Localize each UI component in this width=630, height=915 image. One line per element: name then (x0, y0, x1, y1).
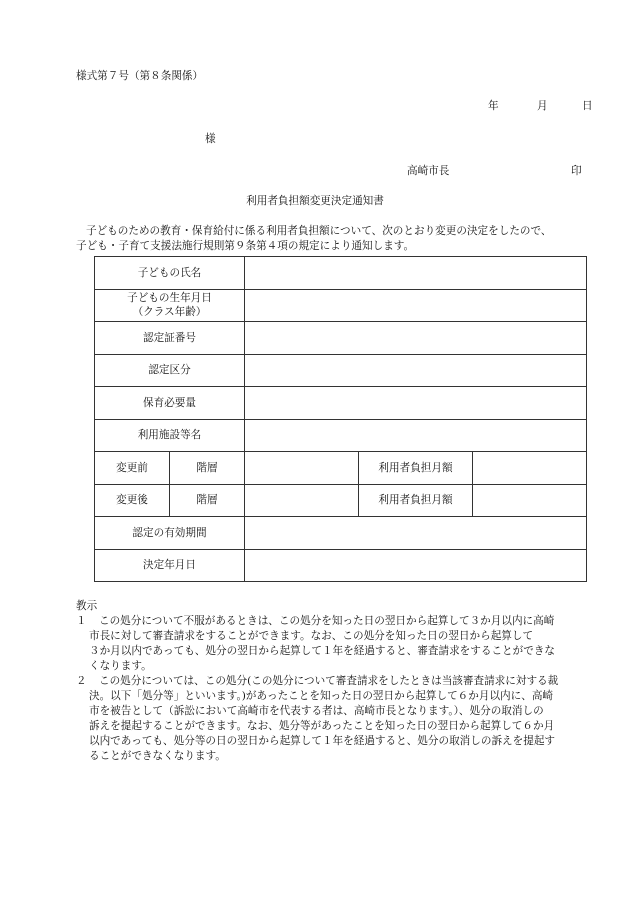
note-item-2-number: ２ (76, 675, 87, 687)
table-row (95, 322, 587, 355)
table-row (95, 484, 587, 517)
before-monthly-charge-value[interactable] (473, 452, 587, 485)
cert-category-label: 認定区分 (95, 354, 245, 387)
note-item-1-line: ３か月以内であっても、処分の翌日から起算して１年を経過すると、審査請求をすることができな (89, 645, 556, 657)
note-item-2-line: ることができなくなります。 (89, 750, 226, 762)
validity-period-label: 認定の有効期間 (95, 517, 245, 550)
cert-number-value[interactable] (245, 322, 587, 355)
cert-category-value[interactable] (245, 354, 587, 387)
after-tier-label: 階層 (170, 484, 245, 517)
care-amount-value[interactable] (245, 387, 587, 420)
table-row (95, 354, 587, 387)
note-item-2-line: この処分については、この処分(この処分について審査請求をしたときは当該審査請求に対する裁 (99, 675, 559, 687)
table-row (95, 517, 587, 550)
sender-name: 高崎市長 (407, 165, 450, 177)
note-item-2-line: 訴えを提起することができます。なお、処分等があったことを知った日の翌日から起算して６か月 (89, 720, 555, 732)
decision-date-value[interactable] (245, 549, 587, 582)
date-day-label: 日 (582, 100, 593, 112)
note-item-1-number: １ (76, 615, 87, 627)
before-tier-value[interactable] (245, 452, 359, 485)
cert-number-label: 認定証番号 (95, 322, 245, 355)
body-text (76, 224, 606, 254)
table-row (95, 257, 587, 290)
child-name-value[interactable] (245, 257, 587, 290)
table-row (95, 419, 587, 452)
seal-mark: 印 (571, 165, 582, 177)
date-month-label: 月 (537, 100, 548, 112)
note-item-2-line: 市を被告として（訴訟において高崎市を代表する者は、高崎市長となります。）、処分の取消しの (89, 705, 544, 717)
note-item-1-line: 市長に対して審査請求をすることができます。なお、この処分を知った日の翌日から起算して (89, 630, 534, 642)
facility-name-value[interactable] (245, 419, 587, 452)
note-item-1 (76, 614, 610, 674)
form-number: 様式第７号（第８条関係） (76, 70, 204, 82)
facility-name-label: 利用施設等名 (95, 419, 245, 452)
child-name-label: 子どもの氏名 (95, 257, 245, 290)
table-row (95, 387, 587, 420)
table-row (95, 289, 587, 322)
birthdate-value[interactable] (245, 289, 587, 322)
note-item-2-line: 以内であっても、処分等の日の翌日から起算して１年を経過すると、処分の取消しの訴えを提起す (89, 735, 556, 747)
decision-date-label: 決定年月日 (95, 549, 245, 582)
note-item-1-line: この処分について不服があるときは、この処分を知った日の翌日から起算して３か月以内に高崎 (99, 615, 555, 627)
before-tier-label: 階層 (170, 452, 245, 485)
table-row (95, 549, 587, 582)
after-tier-value[interactable] (245, 484, 359, 517)
document-title: 利用者負担額変更決定通知書 (246, 195, 384, 207)
body-line-2: 子ども・子育て支援法施行規則第９条第４項の規定により通知します。 (76, 240, 415, 252)
birthdate-label (95, 289, 245, 322)
table-row (95, 452, 587, 485)
validity-period-value[interactable] (245, 517, 587, 550)
before-change-label: 変更前 (95, 452, 170, 485)
after-change-label: 変更後 (95, 484, 170, 517)
before-monthly-charge-label: 利用者負担月額 (359, 452, 473, 485)
body-line-1: 子どものための教育・保育給付に係る利用者負担額について、次のとおり変更の決定をしたので、 (86, 225, 552, 237)
birthdate-label-line-2: （クラス年齢） (132, 306, 207, 319)
after-monthly-charge-value[interactable] (473, 484, 587, 517)
birthdate-label-line-1: 子どもの生年月日 (127, 292, 212, 305)
after-monthly-charge-label: 利用者負担月額 (359, 484, 473, 517)
note-item-2 (76, 674, 610, 764)
note-item-1-line: くなります。 (89, 660, 152, 672)
date-year-label: 年 (488, 100, 499, 112)
notes-heading: 教示 (76, 600, 98, 612)
info-table (94, 256, 587, 582)
care-amount-label: 保育必要量 (95, 387, 245, 420)
addressee-suffix: 様 (205, 133, 216, 145)
notes-section (76, 599, 610, 764)
note-item-2-line: 決。以下「処分等」といいます。)があったことを知った日の翌日から起算して６か月以内に、高崎 (89, 690, 553, 702)
